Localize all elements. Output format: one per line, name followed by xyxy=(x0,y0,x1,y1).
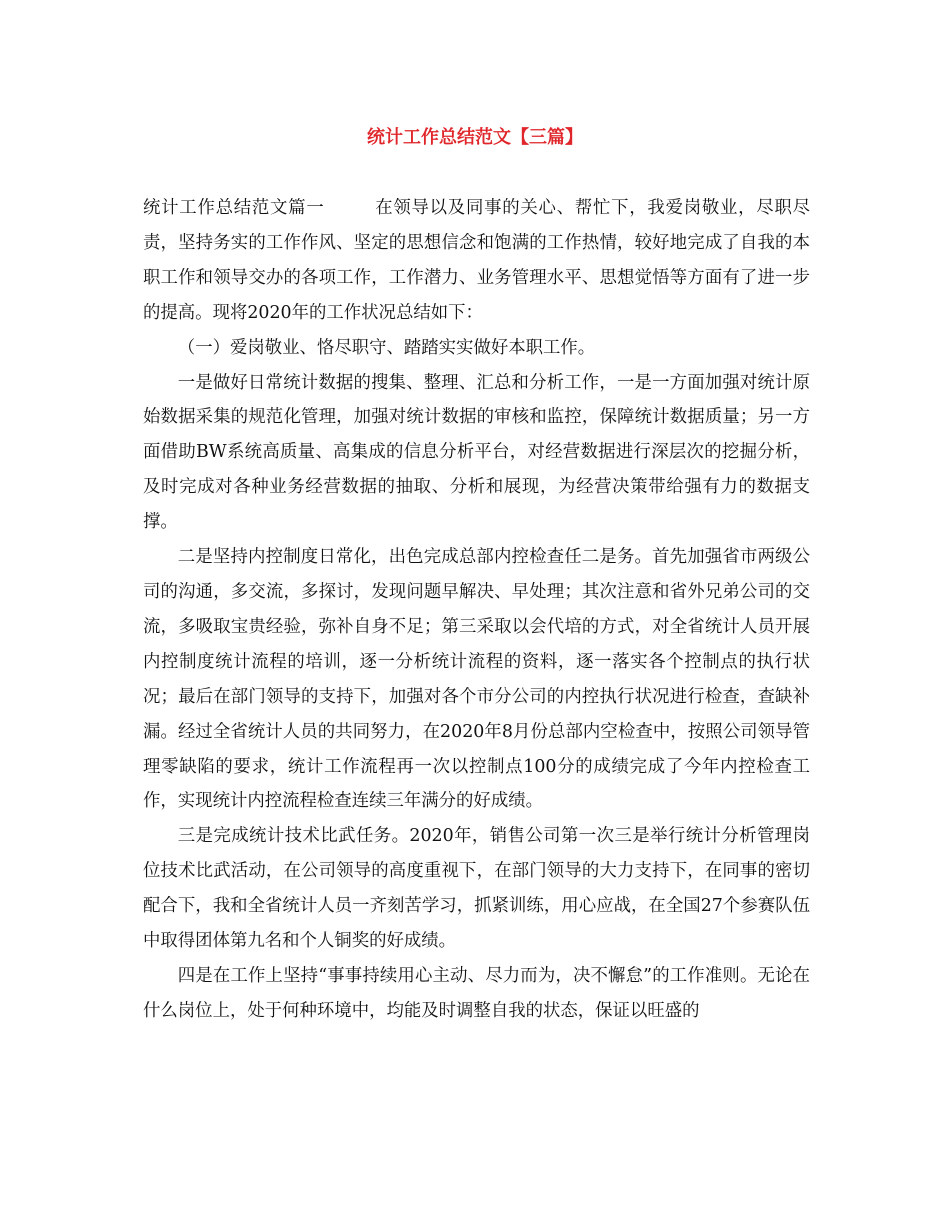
lead-text: 在领导以及同事的关心、帮忙下，我爱岗敬业，尽职尽责，坚持务实的工作作风、坚定的思想信念和饱满的工作热情，较好地完成了自我的本职工作和领导交办的各项工作，工作潜力、业务管理水平、思想觉悟等方面有了进一步的提高。现将2020年的工作状况总结如下： xyxy=(143,198,810,323)
paragraph-section-heading: （一）爱岗敬业、恪尽职守、踏踏实实做好本职工作。 xyxy=(177,337,596,358)
paragraph-item-1: 一是做好日常统计数据的搜集、整理、汇总和分析工作，一是一方面加强对统计原始数据采集的规范化管理，加强对统计数据的审核和监控，保障统计数据质量；另一方面借助BW系统高质量、高集成的信息分析平台，对经营数据进行深层次的挖掘分析，及时完成对各种业务经营数据的抽取、分析和展现，为经营决策带给强有力的数据支撑。 xyxy=(143,372,810,533)
document-body xyxy=(143,191,810,1029)
lead-paragraph xyxy=(143,191,810,331)
paragraph-item-3: 三是完成统计技术比武任务。2020年，销售公司第一次三是举行统计分析管理岗位技术比武活动，在公司领导的高度重视下，在部门领导的大力支持下，在同事的密切配合下，我和全省统计人员一齐刻苦学习，抓紧训练，用心应战，在全国27个参赛队伍中取得团体第九名和个人铜奖的好成绩。 xyxy=(143,826,810,952)
document-title: 统计工作总结范文【三篇】 xyxy=(367,127,583,148)
paragraph-item-2: 二是坚持内控制度日常化，出色完成总部内控检查任二是务。首先加强省市两级公司的沟通，多交流，多探讨，发现问题早解决、早处理；其次注意和省外兄弟公司的交流，多吸取宝贵经验，弥补自身不足；第三采取以会代培的方式，对全省统计人员开展内控制度统计流程的培训，逐一分析统计流程的资料，逐一落实各个控制点的执行状况；最后在部门领导的支持下，加强对各个市分公司的内控执行状况进行检查，查缺补漏。经过全省统计人员的共同努力，在2020年8月份总部内空检查中，按照公司领导管理零缺陷的要求，统计工作流程再一次以控制点100分的成绩完成了今年内控检查工作，实现统计内控流程检查连续三年满分的好成绩。 xyxy=(143,547,810,812)
lead-label: 统计工作总结范文篇一 xyxy=(143,198,325,218)
paragraph-item-4: 四是在工作上坚持“事事持续用心主动、尽力而为，决不懈怠”的工作准则。无论在什么岗位上，处于何种环境中，均能及时调整自我的状态，保证以旺盛的 xyxy=(143,965,810,1021)
